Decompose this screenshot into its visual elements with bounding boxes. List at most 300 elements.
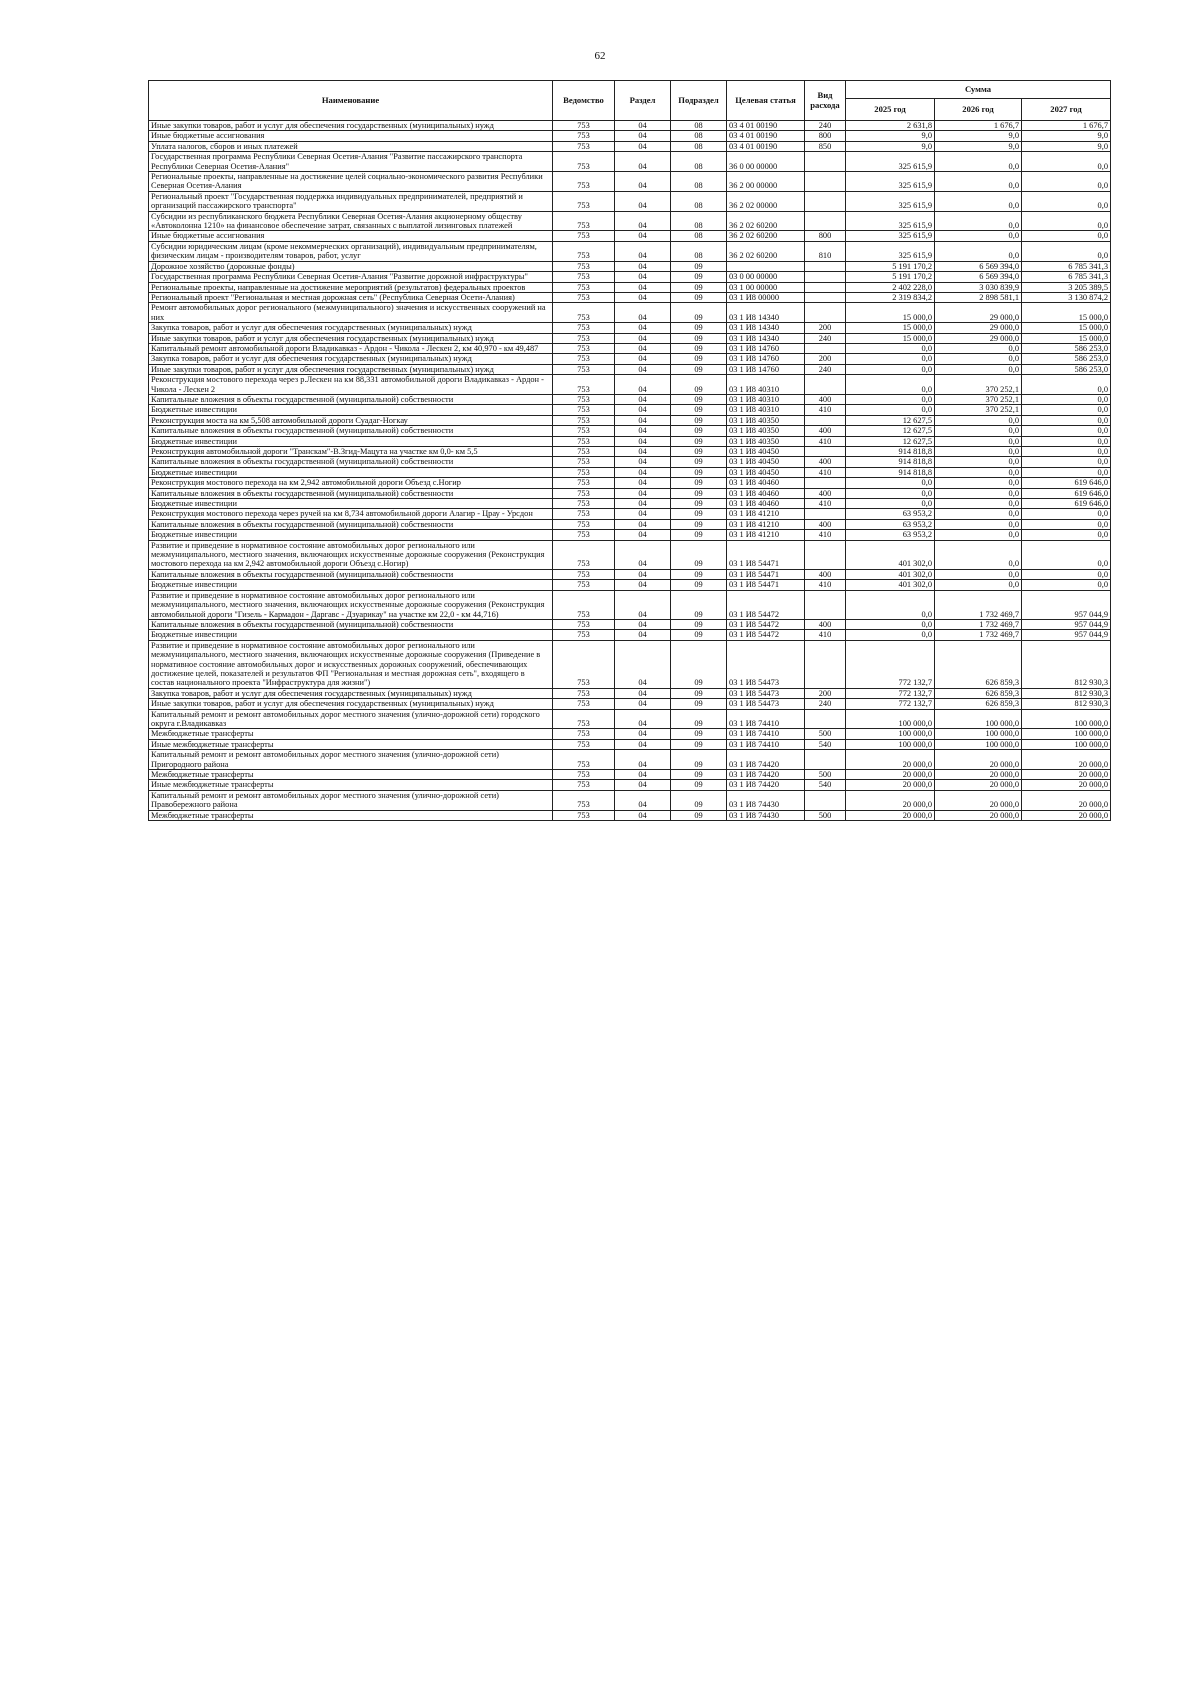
table-row xyxy=(149,530,1111,540)
table-row xyxy=(149,354,1111,364)
row-name: Субсидии юридическим лицам (кроме некоммерческих организаций), индивидуальным предпринимателям, физическим лицам - производителям товаров, работ, услуг xyxy=(149,241,553,261)
row-expense-type: 500 xyxy=(805,810,846,820)
row-name: Развитие и приведение в нормативное состояние автомобильных дорог регионального или межмуниципального, местного значения, включающих искусственные дорожные сооружения (Реконструкция мостового перехода на км 2,942 автомобильной дороги Объезд с.Ногир) xyxy=(149,540,553,569)
row-expense-type: 240 xyxy=(805,364,846,374)
row-subsection: 09 xyxy=(671,499,727,509)
row-sum-2027: 6 785 341,3 xyxy=(1022,261,1111,271)
header-2025: 2025 год xyxy=(846,99,935,121)
row-name: Капитальные вложения в объекты государственной (муниципальной) собственности xyxy=(149,426,553,436)
row-target: 03 1 И8 40450 xyxy=(727,447,805,457)
row-expense-type xyxy=(805,509,846,519)
header-section: Раздел xyxy=(615,81,671,121)
row-sum-2025: 63 953,2 xyxy=(846,519,935,529)
row-target: 03 1 00 00000 xyxy=(727,282,805,292)
header-2027: 2027 год xyxy=(1022,99,1111,121)
row-name: Региональный проект "Государственная поддержка индивидуальных предпринимателей, предприятий и организаций пассажирского транспорта" xyxy=(149,191,553,211)
row-sum-2026: 0,0 xyxy=(935,172,1022,192)
row-sum-2026: 9,0 xyxy=(935,131,1022,141)
row-sum-2027: 20 000,0 xyxy=(1022,810,1111,820)
row-target: 03 1 И8 74410 xyxy=(727,729,805,739)
row-target: 03 1 И8 40350 xyxy=(727,415,805,425)
row-sum-2027: 812 930,3 xyxy=(1022,688,1111,698)
row-target: 03 1 И8 14760 xyxy=(727,354,805,364)
row-sum-2025: 63 953,2 xyxy=(846,509,935,519)
row-target: 03 1 И8 14340 xyxy=(727,303,805,323)
row-target: 03 1 И8 40310 xyxy=(727,405,805,415)
header-name: Наименование xyxy=(149,81,553,121)
row-sum-2027: 957 044,9 xyxy=(1022,630,1111,640)
row-expense-type xyxy=(805,447,846,457)
row-department: 753 xyxy=(553,375,615,395)
row-sum-2027: 100 000,0 xyxy=(1022,729,1111,739)
table-row xyxy=(149,640,1111,688)
row-subsection: 09 xyxy=(671,580,727,590)
row-sum-2025: 914 818,8 xyxy=(846,467,935,477)
row-department: 753 xyxy=(553,447,615,457)
row-target: 03 1 И8 74430 xyxy=(727,810,805,820)
row-section: 04 xyxy=(615,375,671,395)
row-expense-type xyxy=(805,272,846,282)
row-sum-2025: 2 319 834,2 xyxy=(846,292,935,302)
row-department: 753 xyxy=(553,426,615,436)
row-department: 753 xyxy=(553,569,615,579)
table-row xyxy=(149,467,1111,477)
row-target xyxy=(727,261,805,271)
row-sum-2025: 20 000,0 xyxy=(846,770,935,780)
row-name: Региональный проект "Региональная и местная дорожная сеть" (Республика Северная Осети-Алания) xyxy=(149,292,553,302)
row-sum-2026: 0,0 xyxy=(935,436,1022,446)
row-expense-type: 540 xyxy=(805,780,846,790)
row-sum-2025: 0,0 xyxy=(846,405,935,415)
row-expense-type: 400 xyxy=(805,488,846,498)
table-row xyxy=(149,426,1111,436)
row-expense-type: 850 xyxy=(805,141,846,151)
row-expense-type xyxy=(805,709,846,729)
row-sum-2027: 0,0 xyxy=(1022,231,1111,241)
row-sum-2026: 0,0 xyxy=(935,152,1022,172)
row-expense-type: 400 xyxy=(805,426,846,436)
row-department: 753 xyxy=(553,478,615,488)
table-row xyxy=(149,509,1111,519)
row-subsection: 09 xyxy=(671,354,727,364)
row-subsection: 08 xyxy=(671,172,727,192)
table-row xyxy=(149,272,1111,282)
row-sum-2026: 20 000,0 xyxy=(935,780,1022,790)
table-header xyxy=(149,81,1111,121)
row-section: 04 xyxy=(615,457,671,467)
row-name: Капитальные вложения в объекты государственной (муниципальной) собственности xyxy=(149,569,553,579)
row-name: Межбюджетные трансферты xyxy=(149,810,553,820)
row-sum-2026: 370 252,1 xyxy=(935,375,1022,395)
row-name: Иные закупки товаров, работ и услуг для обеспечения государственных (муниципальных) нужд xyxy=(149,333,553,343)
row-section: 04 xyxy=(615,141,671,151)
row-name: Субсидии из республиканского бюджета Республики Северная Осетия-Алания акционерному обществу «Автоколонна 1210» на финансовое обеспечение затрат, связанных с выплатой лизинговых платежей xyxy=(149,211,553,231)
row-sum-2027: 0,0 xyxy=(1022,241,1111,261)
row-target: 03 1 И8 54471 xyxy=(727,540,805,569)
row-expense-type xyxy=(805,152,846,172)
row-expense-type: 200 xyxy=(805,354,846,364)
row-name: Бюджетные инвестиции xyxy=(149,499,553,509)
row-target: 03 1 И8 74420 xyxy=(727,750,805,770)
row-sum-2027: 3 205 389,5 xyxy=(1022,282,1111,292)
row-sum-2027: 6 785 341,3 xyxy=(1022,272,1111,282)
row-name: Бюджетные инвестиции xyxy=(149,405,553,415)
row-sum-2026: 0,0 xyxy=(935,364,1022,374)
row-sum-2026: 29 000,0 xyxy=(935,303,1022,323)
row-section: 04 xyxy=(615,619,671,629)
row-subsection: 09 xyxy=(671,688,727,698)
row-sum-2026: 0,0 xyxy=(935,457,1022,467)
row-target: 36 0 00 00000 xyxy=(727,152,805,172)
row-target: 03 1 И8 74430 xyxy=(727,790,805,810)
row-sum-2027: 20 000,0 xyxy=(1022,750,1111,770)
row-subsection: 09 xyxy=(671,519,727,529)
row-sum-2027: 0,0 xyxy=(1022,172,1111,192)
row-sum-2027: 0,0 xyxy=(1022,211,1111,231)
row-section: 04 xyxy=(615,509,671,519)
row-sum-2025: 772 132,7 xyxy=(846,640,935,688)
row-sum-2027: 15 000,0 xyxy=(1022,303,1111,323)
row-expense-type xyxy=(805,640,846,688)
row-subsection: 08 xyxy=(671,152,727,172)
row-subsection: 09 xyxy=(671,640,727,688)
table-row xyxy=(149,590,1111,619)
row-target: 03 4 01 00190 xyxy=(727,141,805,151)
row-section: 04 xyxy=(615,729,671,739)
row-section: 04 xyxy=(615,630,671,640)
row-subsection: 09 xyxy=(671,405,727,415)
row-section: 04 xyxy=(615,394,671,404)
row-sum-2027: 15 000,0 xyxy=(1022,333,1111,343)
row-sum-2025: 63 953,2 xyxy=(846,530,935,540)
table-row xyxy=(149,457,1111,467)
row-sum-2025: 0,0 xyxy=(846,375,935,395)
row-target: 03 1 И8 54473 xyxy=(727,688,805,698)
row-target: 03 0 00 00000 xyxy=(727,272,805,282)
row-sum-2026: 0,0 xyxy=(935,509,1022,519)
table-row xyxy=(149,292,1111,302)
row-expense-type: 410 xyxy=(805,499,846,509)
row-subsection: 09 xyxy=(671,739,727,749)
row-name: Закупка товаров, работ и услуг для обеспечения государственных (муниципальных) нужд xyxy=(149,323,553,333)
row-expense-type: 200 xyxy=(805,688,846,698)
row-section: 04 xyxy=(615,303,671,323)
row-sum-2026: 3 030 839,9 xyxy=(935,282,1022,292)
row-sum-2026: 20 000,0 xyxy=(935,790,1022,810)
row-section: 04 xyxy=(615,415,671,425)
row-name: Ремонт автомобильных дорог регионального (межмуниципального) значения и искусственных сооружений на них xyxy=(149,303,553,323)
row-sum-2027: 20 000,0 xyxy=(1022,770,1111,780)
table-row xyxy=(149,333,1111,343)
row-name: Уплата налогов, сборов и иных платежей xyxy=(149,141,553,151)
row-sum-2027: 586 253,0 xyxy=(1022,343,1111,353)
row-section: 04 xyxy=(615,688,671,698)
row-target: 03 1 И8 41210 xyxy=(727,509,805,519)
row-subsection: 09 xyxy=(671,467,727,477)
row-sum-2027: 586 253,0 xyxy=(1022,364,1111,374)
table-row xyxy=(149,630,1111,640)
table-row xyxy=(149,478,1111,488)
row-sum-2026: 1 732 469,7 xyxy=(935,630,1022,640)
row-sum-2025: 0,0 xyxy=(846,630,935,640)
row-name: Бюджетные инвестиции xyxy=(149,467,553,477)
row-section: 04 xyxy=(615,750,671,770)
row-subsection: 09 xyxy=(671,447,727,457)
row-expense-type: 400 xyxy=(805,619,846,629)
row-expense-type: 240 xyxy=(805,121,846,131)
row-expense-type: 400 xyxy=(805,519,846,529)
row-sum-2027: 0,0 xyxy=(1022,436,1111,446)
row-sum-2025: 12 627,5 xyxy=(846,436,935,446)
row-name: Межбюджетные трансферты xyxy=(149,729,553,739)
header-sum: Сумма xyxy=(846,81,1111,99)
row-department: 753 xyxy=(553,709,615,729)
row-sum-2027: 0,0 xyxy=(1022,509,1111,519)
row-sum-2025: 5 191 170,2 xyxy=(846,272,935,282)
row-expense-type xyxy=(805,261,846,271)
table-row xyxy=(149,770,1111,780)
row-sum-2026: 20 000,0 xyxy=(935,770,1022,780)
row-expense-type: 240 xyxy=(805,333,846,343)
row-department: 753 xyxy=(553,141,615,151)
row-section: 04 xyxy=(615,364,671,374)
row-expense-type: 400 xyxy=(805,569,846,579)
row-name: Иные закупки товаров, работ и услуг для обеспечения государственных (муниципальных) нужд xyxy=(149,364,553,374)
table-row xyxy=(149,488,1111,498)
row-subsection: 09 xyxy=(671,457,727,467)
row-section: 04 xyxy=(615,770,671,780)
row-sum-2025: 12 627,5 xyxy=(846,426,935,436)
row-subsection: 08 xyxy=(671,121,727,131)
row-name: Бюджетные инвестиции xyxy=(149,530,553,540)
row-section: 04 xyxy=(615,261,671,271)
row-department: 753 xyxy=(553,590,615,619)
row-department: 753 xyxy=(553,580,615,590)
row-sum-2025: 0,0 xyxy=(846,343,935,353)
row-department: 753 xyxy=(553,394,615,404)
row-target: 03 1 И8 40350 xyxy=(727,426,805,436)
row-name: Реконструкция мостового перехода на км 2,942 автомобильной дороги Объезд с.Ногир xyxy=(149,478,553,488)
row-expense-type xyxy=(805,282,846,292)
table-row xyxy=(149,780,1111,790)
row-subsection: 09 xyxy=(671,750,727,770)
table-row xyxy=(149,191,1111,211)
row-target: 36 2 00 00000 xyxy=(727,172,805,192)
row-target: 03 4 01 00190 xyxy=(727,131,805,141)
row-target: 03 1 И8 74420 xyxy=(727,780,805,790)
row-name: Капитальный ремонт автомобильной дороги Владикавказ - Ардон - Чикола - Лескен 2, км 40,970 - км 49,487 xyxy=(149,343,553,353)
row-name: Реконструкция моста на км 5,508 автомобильной дороги Суадаг-Ногкау xyxy=(149,415,553,425)
row-section: 04 xyxy=(615,131,671,141)
row-department: 753 xyxy=(553,499,615,509)
row-department: 753 xyxy=(553,364,615,374)
table-row xyxy=(149,261,1111,271)
row-department: 753 xyxy=(553,343,615,353)
row-subsection: 09 xyxy=(671,343,727,353)
row-section: 04 xyxy=(615,323,671,333)
row-sum-2027: 586 253,0 xyxy=(1022,354,1111,364)
row-sum-2026: 0,0 xyxy=(935,478,1022,488)
row-subsection: 09 xyxy=(671,323,727,333)
row-subsection: 09 xyxy=(671,333,727,343)
row-target: 03 1 И8 14760 xyxy=(727,343,805,353)
row-department: 753 xyxy=(553,415,615,425)
row-subsection: 09 xyxy=(671,729,727,739)
row-department: 753 xyxy=(553,509,615,519)
table-row xyxy=(149,499,1111,509)
row-target: 03 1 И8 54472 xyxy=(727,590,805,619)
row-sum-2027: 619 646,0 xyxy=(1022,488,1111,498)
row-subsection: 09 xyxy=(671,478,727,488)
row-subsection: 09 xyxy=(671,272,727,282)
table-row xyxy=(149,121,1111,131)
row-section: 04 xyxy=(615,590,671,619)
row-name: Капитальные вложения в объекты государственной (муниципальной) собственности xyxy=(149,457,553,467)
row-expense-type xyxy=(805,343,846,353)
row-sum-2025: 15 000,0 xyxy=(846,323,935,333)
row-target: 03 1 И8 74410 xyxy=(727,709,805,729)
page-number: 62 xyxy=(594,50,606,62)
row-name: Иные бюджетные ассигнования xyxy=(149,231,553,241)
row-department: 753 xyxy=(553,303,615,323)
row-department: 753 xyxy=(553,467,615,477)
row-sum-2025: 0,0 xyxy=(846,488,935,498)
row-subsection: 09 xyxy=(671,569,727,579)
row-subsection: 09 xyxy=(671,282,727,292)
row-subsection: 08 xyxy=(671,131,727,141)
row-target: 03 1 И8 40450 xyxy=(727,457,805,467)
header-subsection: Подраздел xyxy=(671,81,727,121)
row-name: Реконструкция мостового перехода через р.Лескен на км 88,331 автомобильной дороги Владикавказ - Ардон - Чикола - Лескен 2 xyxy=(149,375,553,395)
row-target: 03 1 И8 41210 xyxy=(727,530,805,540)
row-target: 03 1 И8 54472 xyxy=(727,619,805,629)
row-subsection: 09 xyxy=(671,488,727,498)
row-expense-type: 200 xyxy=(805,323,846,333)
row-section: 04 xyxy=(615,540,671,569)
row-section: 04 xyxy=(615,447,671,457)
row-target: 03 1 И8 14340 xyxy=(727,323,805,333)
row-sum-2026: 29 000,0 xyxy=(935,323,1022,333)
row-sum-2025: 401 302,0 xyxy=(846,540,935,569)
row-target: 03 1 И8 40310 xyxy=(727,394,805,404)
row-expense-type xyxy=(805,790,846,810)
row-sum-2026: 626 859,3 xyxy=(935,699,1022,709)
table-row xyxy=(149,688,1111,698)
row-subsection: 08 xyxy=(671,241,727,261)
row-section: 04 xyxy=(615,780,671,790)
row-subsection: 08 xyxy=(671,191,727,211)
row-sum-2026: 0,0 xyxy=(935,519,1022,529)
row-sum-2026: 2 898 581,1 xyxy=(935,292,1022,302)
row-sum-2025: 0,0 xyxy=(846,354,935,364)
row-department: 753 xyxy=(553,152,615,172)
row-department: 753 xyxy=(553,261,615,271)
table-row xyxy=(149,323,1111,333)
row-expense-type xyxy=(805,292,846,302)
row-expense-type xyxy=(805,172,846,192)
row-sum-2026: 0,0 xyxy=(935,354,1022,364)
row-sum-2025: 401 302,0 xyxy=(846,580,935,590)
row-sum-2026: 0,0 xyxy=(935,499,1022,509)
row-subsection: 09 xyxy=(671,394,727,404)
row-sum-2025: 914 818,8 xyxy=(846,457,935,467)
row-sum-2027: 0,0 xyxy=(1022,519,1111,529)
table-row xyxy=(149,141,1111,151)
row-name: Иные межбюджетные трансферты xyxy=(149,780,553,790)
header-2026: 2026 год xyxy=(935,99,1022,121)
row-sum-2025: 325 615,9 xyxy=(846,211,935,231)
row-name: Государственная программа Республики Северная Осетия-Алания "Развитие дорожной инфраструктуры" xyxy=(149,272,553,282)
table-row xyxy=(149,729,1111,739)
row-sum-2027: 812 930,3 xyxy=(1022,640,1111,688)
row-name: Закупка товаров, работ и услуг для обеспечения государственных (муниципальных) нужд xyxy=(149,354,553,364)
row-sum-2027: 0,0 xyxy=(1022,394,1111,404)
row-sum-2027: 957 044,9 xyxy=(1022,590,1111,619)
row-section: 04 xyxy=(615,152,671,172)
row-department: 753 xyxy=(553,810,615,820)
table-row xyxy=(149,436,1111,446)
row-expense-type: 400 xyxy=(805,457,846,467)
row-sum-2025: 9,0 xyxy=(846,141,935,151)
row-department: 753 xyxy=(553,121,615,131)
row-sum-2025: 100 000,0 xyxy=(846,729,935,739)
row-sum-2027: 3 130 874,2 xyxy=(1022,292,1111,302)
row-sum-2027: 15 000,0 xyxy=(1022,323,1111,333)
row-name: Межбюджетные трансферты xyxy=(149,770,553,780)
row-subsection: 08 xyxy=(671,141,727,151)
table-row xyxy=(149,699,1111,709)
row-expense-type: 400 xyxy=(805,394,846,404)
table-row xyxy=(149,810,1111,820)
row-sum-2026: 0,0 xyxy=(935,415,1022,425)
table-row xyxy=(149,750,1111,770)
table-row xyxy=(149,415,1111,425)
row-sum-2027: 0,0 xyxy=(1022,415,1111,425)
table-row xyxy=(149,282,1111,292)
row-subsection: 09 xyxy=(671,540,727,569)
row-section: 04 xyxy=(615,519,671,529)
row-name: Региональные проекты, направленные на достижение целей социально-экономического развития Республики Северная Осетия-Алания xyxy=(149,172,553,192)
row-subsection: 09 xyxy=(671,375,727,395)
header-department: Ведомство xyxy=(553,81,615,121)
row-sum-2027: 0,0 xyxy=(1022,152,1111,172)
table-row xyxy=(149,580,1111,590)
row-sum-2027: 9,0 xyxy=(1022,131,1111,141)
row-department: 753 xyxy=(553,780,615,790)
row-sum-2027: 957 044,9 xyxy=(1022,619,1111,629)
row-expense-type: 410 xyxy=(805,467,846,477)
table-row xyxy=(149,343,1111,353)
row-sum-2026: 626 859,3 xyxy=(935,640,1022,688)
row-subsection: 09 xyxy=(671,530,727,540)
row-target: 36 2 02 60200 xyxy=(727,231,805,241)
row-sum-2026: 100 000,0 xyxy=(935,739,1022,749)
row-expense-type: 800 xyxy=(805,231,846,241)
row-sum-2026: 100 000,0 xyxy=(935,729,1022,739)
row-section: 04 xyxy=(615,191,671,211)
table-row xyxy=(149,569,1111,579)
row-sum-2025: 325 615,9 xyxy=(846,152,935,172)
row-department: 753 xyxy=(553,354,615,364)
row-sum-2027: 100 000,0 xyxy=(1022,739,1111,749)
budget-table xyxy=(148,80,1111,821)
row-department: 753 xyxy=(553,231,615,241)
row-sum-2026: 9,0 xyxy=(935,141,1022,151)
row-department: 753 xyxy=(553,405,615,415)
row-section: 04 xyxy=(615,172,671,192)
row-section: 04 xyxy=(615,488,671,498)
row-sum-2027: 0,0 xyxy=(1022,375,1111,395)
